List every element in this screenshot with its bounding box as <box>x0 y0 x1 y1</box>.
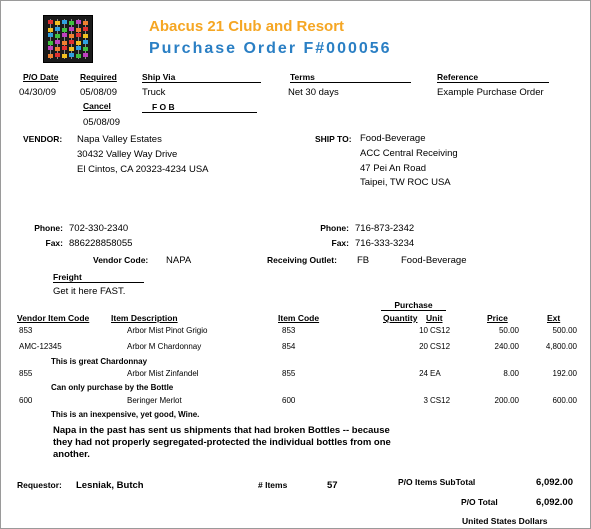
row-quantity: 3 <box>423 396 428 405</box>
column-item-code: Item Code <box>278 313 320 323</box>
vendor-fax-label: Fax: <box>45 238 63 248</box>
abacus-bead <box>55 27 60 31</box>
ship-to-phone-label: Phone: <box>320 223 349 233</box>
row-ext: 4,800.00 <box>545 342 577 351</box>
column-unit: Unit <box>426 313 443 323</box>
abacus-bead <box>62 41 67 45</box>
abacus-bead <box>83 21 88 25</box>
abacus-bead <box>76 28 81 32</box>
abacus-bead <box>83 40 88 44</box>
abacus-bead <box>48 46 53 50</box>
abacus-bead <box>69 40 74 44</box>
total-label: P/O Total <box>461 497 498 507</box>
abacus-bead <box>62 33 67 37</box>
abacus-bead <box>69 27 74 31</box>
row-quantity: 20 <box>419 342 428 351</box>
abacus-bead <box>48 20 53 24</box>
abacus-bead <box>76 33 81 37</box>
row-price: 240.00 <box>494 342 519 351</box>
abacus-bead <box>69 53 74 57</box>
row-description: Beringer Merlot <box>127 396 182 405</box>
row-item-code: 853 <box>282 326 296 335</box>
po-comment-line: another. <box>53 449 90 460</box>
row-description: Arbor M Chardonnay <box>127 342 202 351</box>
row-note: Can only purchase by the Bottle <box>51 383 174 392</box>
purchase-header: Purchase <box>381 300 446 311</box>
column-quantity: Quantity <box>383 313 418 323</box>
row-item-code: 854 <box>282 342 296 351</box>
abacus-bead <box>48 54 53 58</box>
reference-label: Reference <box>437 72 549 83</box>
requestor-value: Lesniak, Butch <box>76 480 144 491</box>
document-title: Purchase Order F#000056 <box>149 40 392 57</box>
freight-label: Freight <box>53 272 144 283</box>
cancel-value: 05/08/09 <box>83 117 120 128</box>
abacus-bead <box>69 47 74 51</box>
row-description: Arbor Mist Zinfandel <box>127 369 199 378</box>
abacus-bead <box>48 28 53 32</box>
row-price: 8.00 <box>503 369 519 378</box>
required-value: 05/08/09 <box>80 87 117 98</box>
vendor-code: NAPA <box>166 255 192 266</box>
currency-label: United States Dollars <box>462 516 548 526</box>
ship-to-address-line: ACC Central Receiving <box>360 148 458 159</box>
receiving-outlet-label: Receiving Outlet: <box>267 255 337 265</box>
abacus-bead <box>76 20 81 24</box>
row-note: This is an inexpensive, yet good, Wine. <box>51 410 200 419</box>
row-unit: EA <box>430 369 441 378</box>
abacus-bead <box>62 54 67 58</box>
abacus-bead <box>55 34 60 38</box>
freight-text: Get it here FAST. <box>53 286 126 297</box>
abacus-bead <box>55 21 60 25</box>
ship-to-address-line: Food-Beverage <box>360 133 426 144</box>
abacus-bead <box>83 34 88 38</box>
row-note: This is great Chardonnay <box>51 357 148 366</box>
terms-value: Net 30 days <box>288 87 339 98</box>
row-unit: CS12 <box>430 326 451 335</box>
row-quantity: 24 <box>419 369 428 378</box>
abacus-bead <box>76 41 81 45</box>
po-comment-line: they had not properly segregated-protected the individual bottles from one <box>53 437 391 448</box>
abacus-bead <box>83 27 88 31</box>
terms-label: Terms <box>290 72 411 83</box>
abacus-bead <box>69 21 74 25</box>
vendor-fax: 886228858055 <box>69 238 133 249</box>
vendor-code-label: Vendor Code: <box>93 255 149 265</box>
items-count-label: # Items <box>258 480 288 490</box>
vendor-phone-label: Phone: <box>34 223 63 233</box>
column-item-description: Item Description <box>111 313 178 323</box>
subtotal-value: 6,092.00 <box>536 477 573 488</box>
row-description: Arbor Mist Pinot Grigio <box>127 326 208 335</box>
reference-value: Example Purchase Order <box>437 87 544 98</box>
receiving-outlet-code: FB <box>357 255 370 266</box>
abacus-bead <box>55 47 60 51</box>
ship-to-fax: 716-333-3234 <box>355 238 415 249</box>
abacus-bead <box>76 54 81 58</box>
required-label: Required <box>80 72 117 82</box>
company-name: Abacus 21 Club and Resort <box>149 18 345 35</box>
ship-via-value: Truck <box>142 87 166 98</box>
po-comment-line: Napa in the past has sent us shipments that had broken Bottles -- because <box>53 425 390 436</box>
abacus-bead <box>62 46 67 50</box>
abacus-bead <box>62 20 67 24</box>
items-count-value: 57 <box>327 480 338 491</box>
ship-to-address-line: Taipei, TW ROC USA <box>360 177 451 188</box>
row-item-code: 600 <box>282 396 296 405</box>
row-unit: CS12 <box>430 342 451 351</box>
abacus-bead <box>83 53 88 57</box>
vendor-address-line: Napa Valley Estates <box>77 134 162 145</box>
column-vendor-item-code: Vendor Item Code <box>17 313 90 323</box>
ship-to-address-line: 47 Pei An Road <box>360 163 427 174</box>
abacus-bead <box>55 40 60 44</box>
vendor-phone: 702-330-2340 <box>69 223 129 234</box>
row-price: 50.00 <box>498 326 519 335</box>
abacus-bead <box>76 46 81 50</box>
column-price: Price <box>487 313 508 323</box>
row-ext: 600.00 <box>552 396 577 405</box>
row-ext: 192.00 <box>552 369 577 378</box>
ship-to-phone: 716-873-2342 <box>355 223 415 234</box>
row-item-code: 855 <box>282 369 296 378</box>
po-date-label: P/O Date <box>23 72 59 82</box>
abacus-bead <box>48 41 53 45</box>
requestor-label: Requestor: <box>17 480 62 490</box>
receiving-outlet-name: Food-Beverage <box>401 255 467 266</box>
column-ext: Ext <box>547 313 561 323</box>
cancel-label: Cancel <box>83 101 111 111</box>
ship-via-label: Ship Via <box>142 72 261 83</box>
vendor-label: VENDOR: <box>23 134 63 144</box>
abacus-bead <box>69 34 74 38</box>
abacus-bead <box>55 53 60 57</box>
abacus-logo-icon <box>43 15 93 63</box>
po-date-value: 04/30/09 <box>19 87 56 98</box>
ship-to-label: SHIP TO: <box>315 134 352 144</box>
row-ext: 500.00 <box>552 326 577 335</box>
abacus-bead <box>48 33 53 37</box>
vendor-address-line: El Cintos, CA 20323-4234 USA <box>77 164 209 175</box>
row-vendor-item-code: 600 <box>19 396 33 405</box>
row-unit: CS12 <box>430 396 451 405</box>
ship-to-fax-label: Fax: <box>331 238 349 248</box>
row-vendor-item-code: AMC-12345 <box>19 342 62 351</box>
subtotal-label: P/O Items SubTotal <box>398 477 476 487</box>
fob-label: F O B <box>142 102 257 113</box>
row-vendor-item-code: 855 <box>19 369 33 378</box>
vendor-address-line: 30432 Valley Way Drive <box>77 149 178 160</box>
row-quantity: 10 <box>419 326 428 335</box>
row-price: 200.00 <box>494 396 519 405</box>
row-vendor-item-code: 853 <box>19 326 33 335</box>
abacus-bead <box>62 28 67 32</box>
total-value: 6,092.00 <box>536 497 573 508</box>
po-comment <box>53 425 391 461</box>
abacus-bead <box>83 47 88 51</box>
